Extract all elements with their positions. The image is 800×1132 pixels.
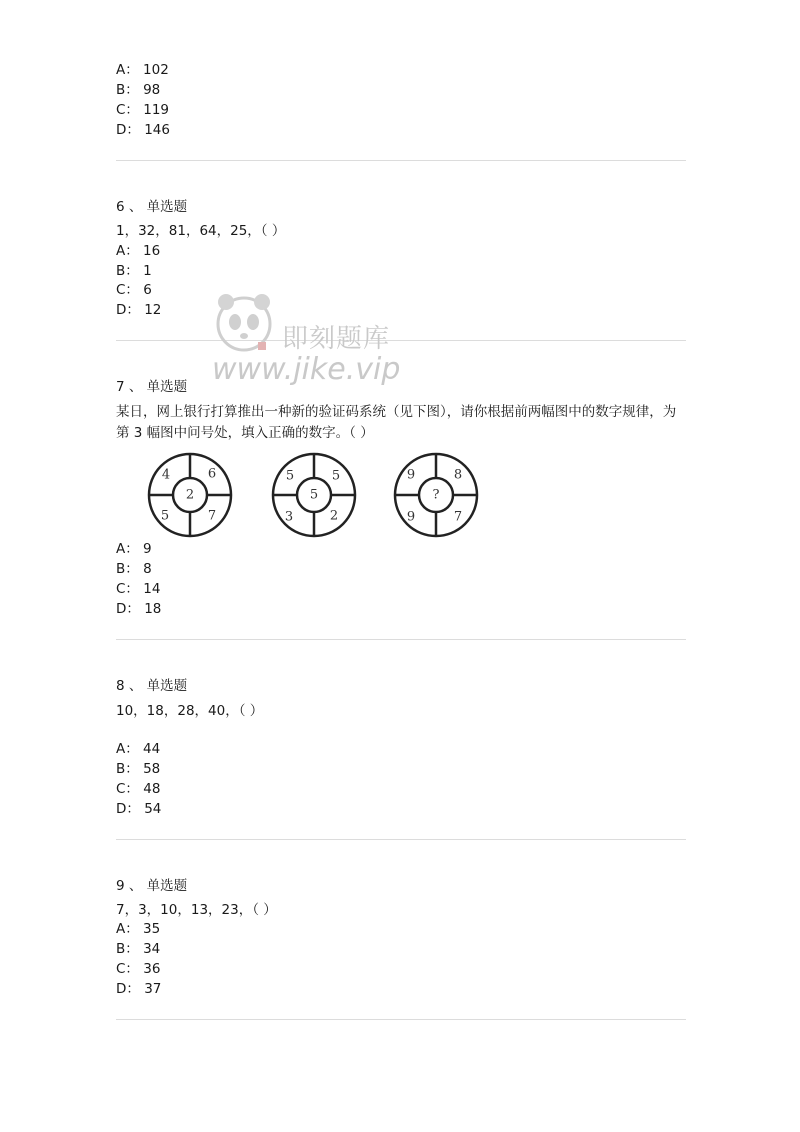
figure-number: 9 xyxy=(406,467,416,483)
question-stem: 10，18，28，40，（ ） xyxy=(116,703,264,719)
figure-center-number: 5 xyxy=(309,487,319,503)
divider xyxy=(116,340,686,341)
figure-number: 6 xyxy=(207,466,217,482)
question-header: 9 、 单选题 xyxy=(116,878,188,894)
option-c[interactable]: C： 6 xyxy=(116,282,152,298)
figure-number: 2 xyxy=(329,508,339,524)
option-b[interactable]: B： 34 xyxy=(116,941,161,957)
option-a[interactable]: A： 102 xyxy=(116,62,169,78)
watermark-url: www.jike.vip xyxy=(212,352,401,387)
option-c[interactable]: C： 36 xyxy=(116,961,161,977)
figure-number: 8 xyxy=(453,467,463,483)
figure-2 xyxy=(270,452,360,538)
figure-number: 7 xyxy=(453,509,463,525)
option-a[interactable]: A： 9 xyxy=(116,541,152,557)
option-c[interactable]: C： 48 xyxy=(116,781,161,797)
option-d[interactable]: D： 146 xyxy=(116,122,170,138)
option-c[interactable]: C： 119 xyxy=(116,102,170,118)
watermark-brand: 即刻题库 xyxy=(282,324,391,354)
figure-3 xyxy=(392,452,482,538)
question-stem: 1，32，81，64，25，（ ） xyxy=(116,223,286,239)
option-c[interactable]: C： 14 xyxy=(116,581,161,597)
option-d[interactable]: D： 12 xyxy=(116,302,162,318)
question-header: 6 、 单选题 xyxy=(116,199,188,215)
verification-code-figures xyxy=(146,452,486,538)
question-header: 8 、 单选题 xyxy=(116,678,188,694)
figure-number: 9 xyxy=(406,509,416,525)
option-b[interactable]: B： 98 xyxy=(116,82,161,98)
figure-center-number: 2 xyxy=(185,487,195,503)
option-b[interactable]: B： 1 xyxy=(116,263,152,279)
option-d[interactable]: D： 37 xyxy=(116,981,162,997)
figure-number: 4 xyxy=(161,467,171,483)
divider xyxy=(116,1019,686,1020)
option-b[interactable]: B： 8 xyxy=(116,561,152,577)
option-a[interactable]: A： 44 xyxy=(116,741,161,757)
figure-number: 3 xyxy=(284,509,294,525)
question-stem: 7，3，10，13，23，（ ） xyxy=(116,902,277,918)
option-d[interactable]: D： 54 xyxy=(116,801,162,817)
divider xyxy=(116,639,686,640)
divider xyxy=(116,160,686,161)
option-b[interactable]: B： 58 xyxy=(116,761,161,777)
figure-number: 7 xyxy=(207,508,217,524)
question-header: 7 、 单选题 xyxy=(116,379,188,395)
option-a[interactable]: A： 16 xyxy=(116,243,161,259)
figure-number: 5 xyxy=(331,468,341,484)
panda-logo-icon xyxy=(214,290,276,360)
figure-number: 5 xyxy=(160,508,170,524)
option-a[interactable]: A： 35 xyxy=(116,921,161,937)
figure-number: 5 xyxy=(285,468,295,484)
question-stem: 某日，网上银行打算推出一种新的验证码系统（见下图），请你根据前两幅图中的数字规律，为第 3 幅图中问号处，填入正确的数字。（ ） xyxy=(116,404,677,441)
option-d[interactable]: D： 18 xyxy=(116,601,162,617)
figure-1 xyxy=(146,452,236,538)
divider xyxy=(116,839,686,840)
figure-question-mark: ? xyxy=(432,487,440,503)
